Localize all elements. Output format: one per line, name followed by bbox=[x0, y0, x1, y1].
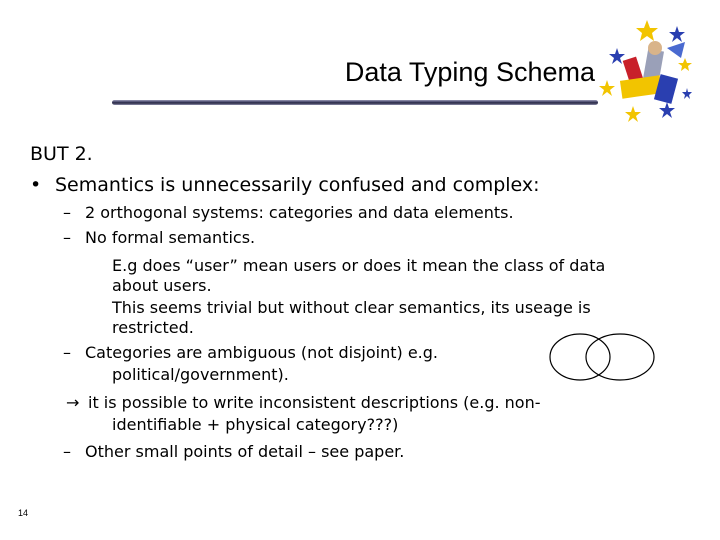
intro-text: BUT 2. bbox=[30, 143, 93, 165]
sub-item-2-cont-3: This seems trivial but without clear semantics, its useage is bbox=[112, 298, 591, 317]
page-number: 14 bbox=[18, 508, 29, 518]
dash-marker: – bbox=[63, 442, 71, 461]
sub-item-2: No formal semantics. bbox=[85, 228, 256, 247]
sub-item-3: Categories are ambiguous (not disjoint) e.g. bbox=[85, 343, 438, 362]
bullet-text: Semantics is unnecessarily confused and complex: bbox=[55, 174, 540, 196]
bullet-marker: • bbox=[30, 174, 42, 196]
sub-item-2-cont-2: about users. bbox=[112, 276, 212, 295]
sub-item-4-cont: identifiable + physical category???) bbox=[112, 415, 399, 434]
dash-marker: – bbox=[63, 228, 71, 247]
dash-marker: – bbox=[63, 203, 71, 222]
venn-diagram-icon bbox=[548, 332, 658, 382]
sub-item-5: Other small points of detail – see paper. bbox=[85, 442, 405, 461]
sub-item-1: 2 orthogonal systems: categories and data elements. bbox=[85, 203, 514, 222]
stars-logo-icon bbox=[597, 18, 693, 128]
title-rule bbox=[112, 100, 598, 105]
sub-item-2-cont-4: restricted. bbox=[112, 318, 194, 337]
arrow-icon: → bbox=[66, 393, 80, 412]
sub-item-2-cont-1: E.g does “user” mean users or does it mean the class of data bbox=[112, 256, 606, 275]
sub-item-3-cont: political/government). bbox=[112, 365, 289, 384]
dash-marker: – bbox=[63, 343, 71, 362]
sub-item-4: it is possible to write inconsistent descriptions (e.g. non- bbox=[88, 393, 541, 412]
slide-title: Data Typing Schema bbox=[344, 57, 595, 87]
